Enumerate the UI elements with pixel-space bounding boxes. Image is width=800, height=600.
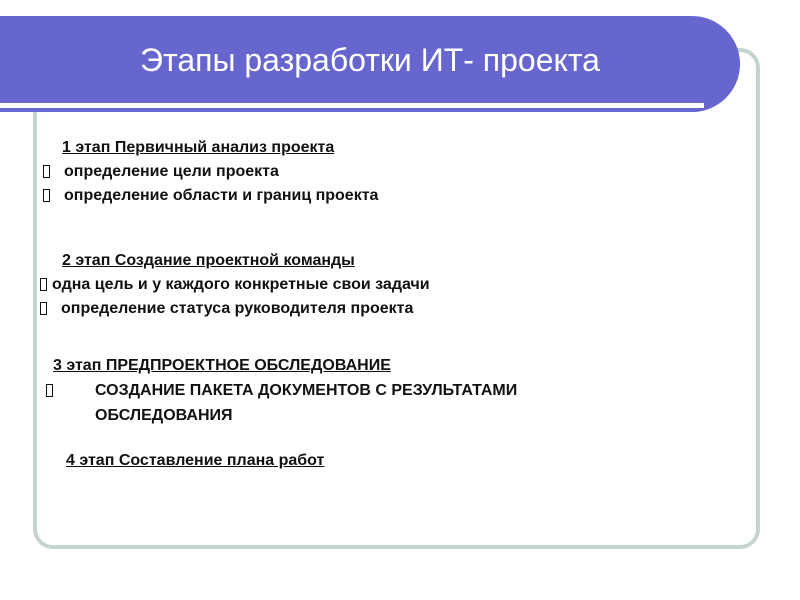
bullet-text: СОЗДАНИЕ ПАКЕТА ДОКУМЕНТОВ С РЕЗУЛЬТАТАМИ — [95, 382, 518, 399]
bullet-text: определение области и границ проекта — [64, 187, 379, 204]
stage-3-heading: 3 этап ПРЕДПРОЕКТНОЕ ОБСЛЕДОВАНИЕ — [53, 357, 391, 374]
stage-2-item-2 — [40, 297, 413, 321]
bullet-text: определение статуса руководителя проекта — [61, 300, 414, 317]
stage-3-item-1-continued — [95, 404, 233, 428]
stage-2-heading: 2 этап Создание проектной команды — [62, 252, 355, 269]
stage-1-heading: 1 этап Первичный анализ проекта — [62, 139, 335, 156]
bullet-text: определение цели проекта — [64, 163, 279, 180]
stage-2-item-1 — [40, 273, 430, 297]
bullet-text: ОБСЛЕДОВАНИЯ — [95, 407, 233, 424]
square-bullet-icon — [43, 165, 50, 178]
stage-1-item-2 — [43, 184, 378, 208]
stage-1-item-1 — [43, 160, 279, 184]
stage-4-heading: 4 этап Составление плана работ — [66, 452, 325, 469]
bullet-text: одна цель и у каждого конкретные свои задачи — [52, 276, 430, 293]
stage-3-item-1 — [46, 379, 517, 403]
square-bullet-icon — [40, 278, 47, 291]
square-bullet-icon — [46, 384, 53, 397]
page-title: Этапы разработки ИТ- проекта — [140, 42, 600, 78]
square-bullet-icon — [40, 302, 47, 315]
square-bullet-icon — [43, 189, 50, 202]
